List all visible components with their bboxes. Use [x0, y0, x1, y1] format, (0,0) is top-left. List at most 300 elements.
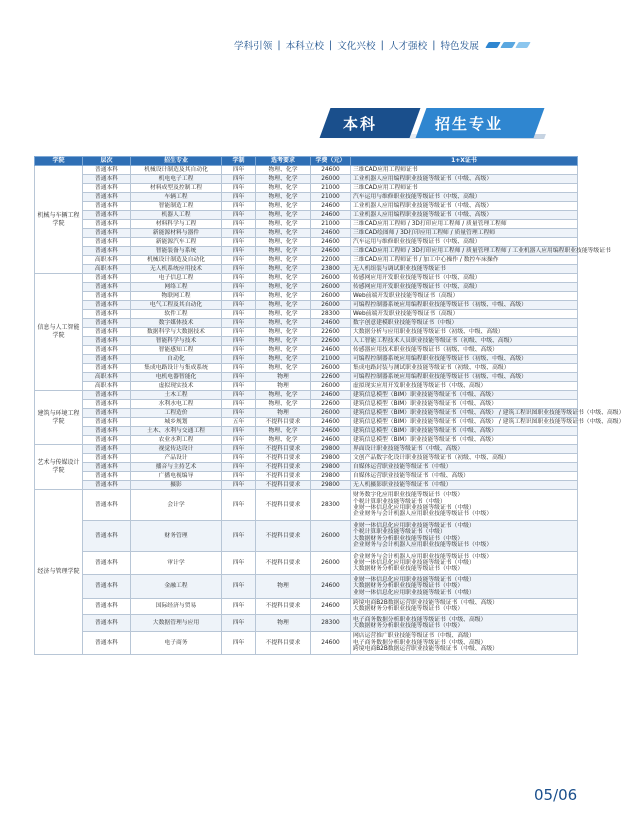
- tuition-cell: 23800: [311, 265, 351, 274]
- level-cell: 普通本科: [83, 520, 131, 551]
- level-cell: 普通本科: [83, 337, 131, 346]
- subject-req-cell: 物理、化学: [256, 400, 311, 409]
- table-row: [35, 184, 578, 193]
- level-cell: 普通本科: [83, 391, 131, 400]
- level-cell: 普通本科: [83, 211, 131, 220]
- duration-cell: 四年: [222, 202, 256, 211]
- certificate-cell: 传感网应用开发职业技能等级证书（中级、高级）: [351, 283, 578, 292]
- duration-cell: 四年: [222, 229, 256, 238]
- duration-cell: 四年: [222, 598, 256, 614]
- duration-cell: 四年: [222, 520, 256, 551]
- level-cell: 普通本科: [83, 274, 131, 283]
- subject-req-cell: 物理、化学: [256, 319, 311, 328]
- duration-cell: 四年: [222, 490, 256, 521]
- nav-item[interactable]: 人才强校: [388, 41, 428, 52]
- nav-separator: |: [432, 39, 436, 51]
- major-cell: 摄影: [131, 481, 222, 490]
- level-cell: 普通本科: [83, 418, 131, 427]
- major-cell: 机械设计制造及其自动化: [131, 166, 222, 175]
- certificate-cell: 工业机器人应用编程职业技能等级证书（中级、高级）: [351, 211, 578, 220]
- duration-cell: 四年: [222, 265, 256, 274]
- table-row: [35, 391, 578, 400]
- certificate-cell: 工业机器人应用编程职业技能等级证书（中级、高级）: [351, 175, 578, 184]
- subject-req-cell: 物理: [256, 409, 311, 418]
- tuition-cell: 29800: [311, 454, 351, 463]
- duration-cell: 四年: [222, 400, 256, 409]
- major-cell: 数字媒体技术: [131, 319, 222, 328]
- table-row: [35, 193, 578, 202]
- major-cell: 新能源材料与器件: [131, 229, 222, 238]
- majors-table: [34, 156, 624, 655]
- nav-separator: |: [277, 39, 281, 51]
- table-row: [35, 211, 578, 220]
- subject-req-cell: 物理、化学: [256, 229, 311, 238]
- tuition-cell: 24600: [311, 238, 351, 247]
- certificate-cell: 三维CAD绘图师 / 3D打印应用工程师 / 质量管理工程师: [351, 229, 578, 238]
- subject-req-cell: 物理、化学: [256, 355, 311, 364]
- duration-cell: 四年: [222, 301, 256, 310]
- level-cell: 普通本科: [83, 247, 131, 256]
- tuition-cell: 26000: [311, 283, 351, 292]
- major-cell: 机器人工程: [131, 211, 222, 220]
- tuition-cell: 22600: [311, 400, 351, 409]
- major-cell: 产品设计: [131, 454, 222, 463]
- level-cell: 普通本科: [83, 193, 131, 202]
- major-cell: 城乡规划: [131, 418, 222, 427]
- nav-item[interactable]: 本科立校: [285, 41, 324, 52]
- level-cell: 普通本科: [83, 346, 131, 355]
- subject-req-cell: 不提科目要求: [256, 520, 311, 551]
- table-row: [35, 615, 578, 631]
- duration-cell: 四年: [222, 382, 256, 391]
- duration-cell: 四年: [222, 631, 256, 655]
- subject-req-cell: 物理、化学: [256, 283, 311, 292]
- level-cell: 普通本科: [83, 229, 131, 238]
- level-cell: 普通本科: [83, 400, 131, 409]
- duration-cell: 四年: [222, 409, 256, 418]
- certificate-cell: 工业机器人应用编程职业技能等级证书（中级、高级）: [351, 202, 578, 211]
- tuition-cell: 28300: [311, 310, 351, 319]
- tuition-cell: 24600: [311, 346, 351, 355]
- column-header: 学费（元）: [311, 157, 351, 166]
- table-row: [35, 166, 578, 175]
- level-cell: 普通本科: [83, 202, 131, 211]
- column-header: 层次: [83, 157, 131, 166]
- major-cell: 土木工程: [131, 391, 222, 400]
- level-cell: 普通本科: [83, 328, 131, 337]
- duration-cell: 四年: [222, 481, 256, 490]
- subject-req-cell: 物理、化学: [256, 211, 311, 220]
- level-cell: 普通本科: [83, 409, 131, 418]
- duration-cell: 四年: [222, 274, 256, 283]
- subject-req-cell: 物理、化学: [256, 328, 311, 337]
- duration-cell: 四年: [222, 247, 256, 256]
- major-cell: 视觉传达设计: [131, 445, 222, 454]
- certificate-cell: 自媒体运营职业技能等级证书（中级）: [351, 463, 578, 472]
- college-cell: 经济与管理学院: [35, 490, 83, 655]
- tuition-cell: 24600: [311, 166, 351, 175]
- certificate-cell: 三维CAD应用工程师证书 / 加工中心操作 / 数控车床操作: [351, 256, 578, 265]
- subject-req-cell: 物理、化学: [256, 427, 311, 436]
- level-cell: 普通本科: [83, 472, 131, 481]
- certificate-cell: 传感网应用开发职业技能等级证书（中级、高级）: [351, 274, 578, 283]
- level-cell: 普通本科: [83, 364, 131, 373]
- certificate-cell: Web前端开发职业技能等级证书（高级）: [351, 292, 578, 301]
- major-cell: 数据科学与大数据技术: [131, 328, 222, 337]
- certificate-cell: 三维CAD应用工程师 / 3D打印应用工程师 / 质量管理工程师 / 工业机器人应用编程职业技能等级证书: [351, 247, 578, 256]
- certificate-cell: 汽车运用与维修职业技能等级证书（中级、高级）: [351, 193, 578, 202]
- duration-cell: 四年: [222, 166, 256, 175]
- table-row: [35, 355, 578, 364]
- major-cell: 土木、水利与交通工程: [131, 427, 222, 436]
- table-row: [35, 229, 578, 238]
- subject-req-cell: 不提科目要求: [256, 418, 311, 427]
- tuition-cell: 29800: [311, 472, 351, 481]
- level-cell: 普通本科: [83, 551, 131, 575]
- major-cell: 新能源汽车工程: [131, 238, 222, 247]
- duration-cell: 四年: [222, 310, 256, 319]
- major-cell: 会计学: [131, 490, 222, 521]
- table-row: [35, 631, 578, 655]
- table-row: [35, 409, 578, 418]
- duration-cell: 四年: [222, 193, 256, 202]
- certificate-cell: 建筑信息模型（BIM）职业技能等级证书（中级、高级）: [351, 400, 578, 409]
- level-cell: 普通本科: [83, 631, 131, 655]
- subject-req-cell: 物理、化学: [256, 256, 311, 265]
- certificate-cell: 企业财务与会计机器人应用职业技能等级证书（中级） 业财一体信息化应用职业技能等级证书（中级） 大数据财务分析职业技能等级证书（中级）: [351, 551, 578, 575]
- subject-req-cell: 物理、化学: [256, 265, 311, 274]
- tuition-cell: 24600: [311, 229, 351, 238]
- subject-req-cell: 物理、化学: [256, 364, 311, 373]
- tuition-cell: 26000: [311, 364, 351, 373]
- certificate-cell: 业财一体信息化应用职业技能等级证书（中级） 大数据财务分析职业技能等级证书（中级） 业财一体信息化应用职业技能等级证书（中级）: [351, 575, 578, 599]
- major-cell: 车辆工程: [131, 193, 222, 202]
- subject-req-cell: 物理、化学: [256, 436, 311, 445]
- table-row: [35, 310, 578, 319]
- tuition-cell: 26000: [311, 175, 351, 184]
- tuition-cell: 22600: [311, 337, 351, 346]
- certificate-cell: 可编程控制器系统应用编程职业技能等级证书（初级、中级、高级）: [351, 301, 578, 310]
- tuition-cell: 26000: [311, 301, 351, 310]
- section-banner: [325, 108, 539, 138]
- table-row: [35, 463, 578, 472]
- table-row: [35, 274, 578, 283]
- college-cell: 信息与人工智能学院: [35, 274, 83, 391]
- college-cell: 机械与车辆工程学院: [35, 166, 83, 274]
- subject-req-cell: 不提科目要求: [256, 481, 311, 490]
- certificate-cell: 文创产品数字化设计职业技能等级证书（初级、中级、高级）: [351, 454, 578, 463]
- level-cell: 高职本科: [83, 265, 131, 274]
- tuition-cell: 21000: [311, 184, 351, 193]
- subject-req-cell: 不提科目要求: [256, 490, 311, 521]
- duration-cell: 四年: [222, 256, 256, 265]
- table-row: [35, 373, 578, 382]
- level-cell: 普通本科: [83, 292, 131, 301]
- certificate-cell: 三维CAD应用工程师证书: [351, 184, 578, 193]
- table-row: [35, 575, 578, 599]
- duration-cell: 四年: [222, 211, 256, 220]
- subject-req-cell: 不提科目要求: [256, 631, 311, 655]
- duration-cell: 四年: [222, 319, 256, 328]
- tuition-cell: 24600: [311, 211, 351, 220]
- table-row: [35, 256, 578, 265]
- level-cell: 普通本科: [83, 490, 131, 521]
- certificate-cell: 数字创意建模职业技能等级证书（中级）: [351, 319, 578, 328]
- subject-req-cell: 不提科目要求: [256, 454, 311, 463]
- banner-right-text: 招生专业: [435, 115, 504, 133]
- duration-cell: 四年: [222, 355, 256, 364]
- level-cell: 普通本科: [83, 454, 131, 463]
- level-cell: 普通本科: [83, 598, 131, 614]
- level-cell: 普通本科: [83, 301, 131, 310]
- duration-cell: 四年: [222, 391, 256, 400]
- table-row: [35, 202, 578, 211]
- major-cell: 农业水利工程: [131, 436, 222, 445]
- table-row: [35, 598, 578, 614]
- table-row: [35, 481, 578, 490]
- certificate-cell: 大数据分析与应用职业技能等级证书（初级、中级、高级）: [351, 328, 578, 337]
- subject-req-cell: 不提科目要求: [256, 472, 311, 481]
- subject-req-cell: 物理、化学: [256, 337, 311, 346]
- major-cell: 电机电器智能化: [131, 373, 222, 382]
- major-cell: 机电电子工程: [131, 175, 222, 184]
- certificate-cell: 人工智能工程技术人员职业技能等级证书（初级、中级、高级）: [351, 337, 578, 346]
- tuition-cell: 29800: [311, 481, 351, 490]
- major-cell: 网络工程: [131, 283, 222, 292]
- subject-req-cell: 物理、化学: [256, 238, 311, 247]
- table-row: [35, 364, 578, 373]
- duration-cell: 四年: [222, 292, 256, 301]
- tuition-cell: 24600: [311, 319, 351, 328]
- tuition-cell: 21000: [311, 193, 351, 202]
- major-cell: 虚拟现实技术: [131, 382, 222, 391]
- tuition-cell: 22600: [311, 373, 351, 382]
- major-cell: 物联网工程: [131, 292, 222, 301]
- major-cell: 自动化: [131, 355, 222, 364]
- subject-req-cell: 物理、化学: [256, 175, 311, 184]
- certificate-cell: 界面设计职业技能等级证书（中级、高级）: [351, 445, 578, 454]
- tuition-cell: 28300: [311, 615, 351, 631]
- certificate-cell: 建筑信息模型（BIM）职业技能等级证书（中级、高级） / 建筑工程识图职业技能等级证书（中级、高级）: [351, 418, 578, 427]
- level-cell: 高职本科: [83, 373, 131, 382]
- duration-cell: 四年: [222, 427, 256, 436]
- tuition-cell: 21000: [311, 355, 351, 364]
- table-row: [35, 220, 578, 229]
- tuition-cell: 26000: [311, 274, 351, 283]
- duration-cell: 四年: [222, 454, 256, 463]
- major-cell: 财务管理: [131, 520, 222, 551]
- nav-item[interactable]: 特色发展: [440, 41, 479, 52]
- table-row: [35, 445, 578, 454]
- table-row: [35, 418, 578, 427]
- tuition-cell: 26000: [311, 382, 351, 391]
- tuition-cell: 24600: [311, 427, 351, 436]
- certificate-cell: 可编程控制器系统应用编程职业技能等级证书（初级、中级、高级）: [351, 373, 578, 382]
- duration-cell: 四年: [222, 472, 256, 481]
- major-cell: 智能制造工程: [131, 202, 222, 211]
- subject-req-cell: 物理、化学: [256, 346, 311, 355]
- column-header: 1+X证书: [351, 157, 578, 166]
- certificate-cell: 建筑信息模型（BIM）职业技能等级证书（中级、高级） / 建筑工程识图职业技能等级证书（中级、高级）: [351, 409, 578, 418]
- tuition-cell: 24600: [311, 631, 351, 655]
- tuition-cell: 26000: [311, 551, 351, 575]
- nav-item[interactable]: 文化兴校: [337, 41, 376, 52]
- major-cell: 电气工程及其自动化: [131, 301, 222, 310]
- level-cell: 普通本科: [83, 615, 131, 631]
- level-cell: 普通本科: [83, 481, 131, 490]
- table-row: [35, 292, 578, 301]
- table-row: [35, 490, 578, 521]
- major-cell: 金融工程: [131, 575, 222, 599]
- tuition-cell: 24600: [311, 598, 351, 614]
- level-cell: 普通本科: [83, 355, 131, 364]
- tuition-cell: 24600: [311, 247, 351, 256]
- certificate-cell: 汽车运用与维修职业技能等级证书（中级、高级）: [351, 238, 578, 247]
- certificate-cell: 三维CAD应用工程师 / 3D打印应用工程师 / 质量管理工程师: [351, 220, 578, 229]
- table-row: [35, 247, 578, 256]
- level-cell: 普通本科: [83, 166, 131, 175]
- major-cell: 无人机系统应用技术: [131, 265, 222, 274]
- college-cell: 艺术与传媒设计学院: [35, 445, 83, 490]
- nav-separator: |: [380, 39, 384, 51]
- tuition-cell: 22000: [311, 256, 351, 265]
- table-row: [35, 427, 578, 436]
- major-cell: 工程造价: [131, 409, 222, 418]
- banner-left-text: 本科: [343, 115, 378, 133]
- certificate-cell: 虚拟现实应用开发职业技能等级证书（中级、高级）: [351, 382, 578, 391]
- major-cell: 广播电视编导: [131, 472, 222, 481]
- duration-cell: 五年: [222, 418, 256, 427]
- certificate-cell: 无人机组装与调试职业技能等级证书: [351, 265, 578, 274]
- table-row: [35, 520, 578, 551]
- major-cell: 软件工程: [131, 310, 222, 319]
- level-cell: 普通本科: [83, 575, 131, 599]
- level-cell: 普通本科: [83, 283, 131, 292]
- major-cell: 水利水电工程: [131, 400, 222, 409]
- certificate-cell: 网店运营推广职业技能等级证书（中级、高级） 电子商务数据分析职业技能等级证书（中级、高级） 跨境电商B2B数据运营职业技能等级证书（中级、高级）: [351, 631, 578, 655]
- duration-cell: 四年: [222, 283, 256, 292]
- duration-cell: 四年: [222, 463, 256, 472]
- duration-cell: 四年: [222, 615, 256, 631]
- major-cell: 大数据管理与应用: [131, 615, 222, 631]
- duration-cell: 四年: [222, 364, 256, 373]
- major-cell: 机械设计制造及自动化: [131, 256, 222, 265]
- page-number: 05/06: [534, 786, 578, 804]
- level-cell: 普通本科: [83, 238, 131, 247]
- major-cell: 电子信息工程: [131, 274, 222, 283]
- subject-req-cell: 物理: [256, 615, 311, 631]
- table-row: [35, 337, 578, 346]
- tuition-cell: 24600: [311, 575, 351, 599]
- major-cell: 材料成型及控制工程: [131, 184, 222, 193]
- table-row: [35, 319, 578, 328]
- certificate-cell: 建筑信息模型（BIM）职业技能等级证书（中级、高级）: [351, 436, 578, 445]
- certificate-cell: 自媒体运营职业技能等级证书（中级、高级）: [351, 472, 578, 481]
- subject-req-cell: 物理、化学: [256, 247, 311, 256]
- subject-req-cell: 物理: [256, 575, 311, 599]
- subject-req-cell: 不提科目要求: [256, 598, 311, 614]
- table-row: [35, 400, 578, 409]
- table-row: [35, 283, 578, 292]
- table-row: [35, 238, 578, 247]
- tuition-cell: 29800: [311, 463, 351, 472]
- tuition-cell: 26000: [311, 520, 351, 551]
- table-row: [35, 301, 578, 310]
- table-row: [35, 265, 578, 274]
- certificate-cell: Web前端开发职业技能等级证书（高级）: [351, 310, 578, 319]
- tuition-cell: 24600: [311, 391, 351, 400]
- tuition-cell: 24600: [311, 418, 351, 427]
- major-cell: 电子商务: [131, 631, 222, 655]
- tuition-cell: 24600: [311, 436, 351, 445]
- certificate-cell: 电子商务数据分析职业技能等级证书（中级、高级） 大数据财务分析职业技能等级证书（中级）: [351, 615, 578, 631]
- table-row: [35, 328, 578, 337]
- subject-req-cell: 物理、化学: [256, 310, 311, 319]
- top-nav: [234, 38, 594, 52]
- certificate-cell: 跨境电商B2B数据运营职业技能等级证书（中级、高级） 大数据财务分析职业技能等级证书（中级）: [351, 598, 578, 614]
- duration-cell: 四年: [222, 346, 256, 355]
- subject-req-cell: 物理: [256, 382, 311, 391]
- duration-cell: 四年: [222, 337, 256, 346]
- table-row: [35, 454, 578, 463]
- duration-cell: 四年: [222, 445, 256, 454]
- major-cell: 智能科学与技术: [131, 337, 222, 346]
- subject-req-cell: 物理、化学: [256, 391, 311, 400]
- tuition-cell: 22600: [311, 328, 351, 337]
- tuition-cell: 21000: [311, 220, 351, 229]
- subject-req-cell: 物理、化学: [256, 274, 311, 283]
- tuition-cell: 26000: [311, 409, 351, 418]
- duration-cell: 四年: [222, 551, 256, 575]
- level-cell: 普通本科: [83, 445, 131, 454]
- certificate-cell: 业财一体信息化应用职业技能等级证书（中级） 个税计算职业技能等级证书（中级） 大数据财务分析职业技能等级证书（中级） 企业财务与会计机器人应用职业技能等级证书（中级）: [351, 520, 578, 551]
- subject-req-cell: 物理、化学: [256, 166, 311, 175]
- certificate-cell: 无人机摄影职业技能等级证书（中级）: [351, 481, 578, 490]
- certificate-cell: 建筑信息模型（BIM）职业技能等级证书（中级、高级）: [351, 427, 578, 436]
- subject-req-cell: 物理、化学: [256, 301, 311, 310]
- college-cell: 建筑与环境工程学院: [35, 391, 83, 445]
- level-cell: 普通本科: [83, 220, 131, 229]
- level-cell: 普通本科: [83, 310, 131, 319]
- table-row: [35, 382, 578, 391]
- duration-cell: 四年: [222, 175, 256, 184]
- table-header-row: [35, 157, 578, 166]
- nav-item[interactable]: 学科引领: [234, 41, 273, 52]
- tuition-cell: 24600: [311, 202, 351, 211]
- level-cell: 普通本科: [83, 184, 131, 193]
- subject-req-cell: 物理、化学: [256, 184, 311, 193]
- tuition-cell: 26000: [311, 292, 351, 301]
- nav-separator: |: [328, 39, 333, 51]
- duration-cell: 四年: [222, 238, 256, 247]
- subject-req-cell: 物理、化学: [256, 193, 311, 202]
- table-row: [35, 551, 578, 575]
- subject-req-cell: 不提科目要求: [256, 445, 311, 454]
- level-cell: 普通本科: [83, 463, 131, 472]
- major-cell: 播音与主持艺术: [131, 463, 222, 472]
- duration-cell: 四年: [222, 575, 256, 599]
- certificate-cell: 集成电路封装与测试职业技能等级证书（初级、中级、高级）: [351, 364, 578, 373]
- subject-req-cell: 物理、化学: [256, 220, 311, 229]
- certificate-cell: 建筑信息模型（BIM）职业技能等级证书（中级、高级）: [351, 391, 578, 400]
- level-cell: 普通本科: [83, 436, 131, 445]
- duration-cell: 四年: [222, 328, 256, 337]
- major-cell: 集成电路设计与集成系统: [131, 364, 222, 373]
- certificate-cell: 可编程控制器系统应用编程职业技能等级证书（初级、中级、高级）: [351, 355, 578, 364]
- major-cell: 国际经济与贸易: [131, 598, 222, 614]
- certificate-cell: 三维CAD应用工程师证书: [351, 166, 578, 175]
- level-cell: 普通本科: [83, 319, 131, 328]
